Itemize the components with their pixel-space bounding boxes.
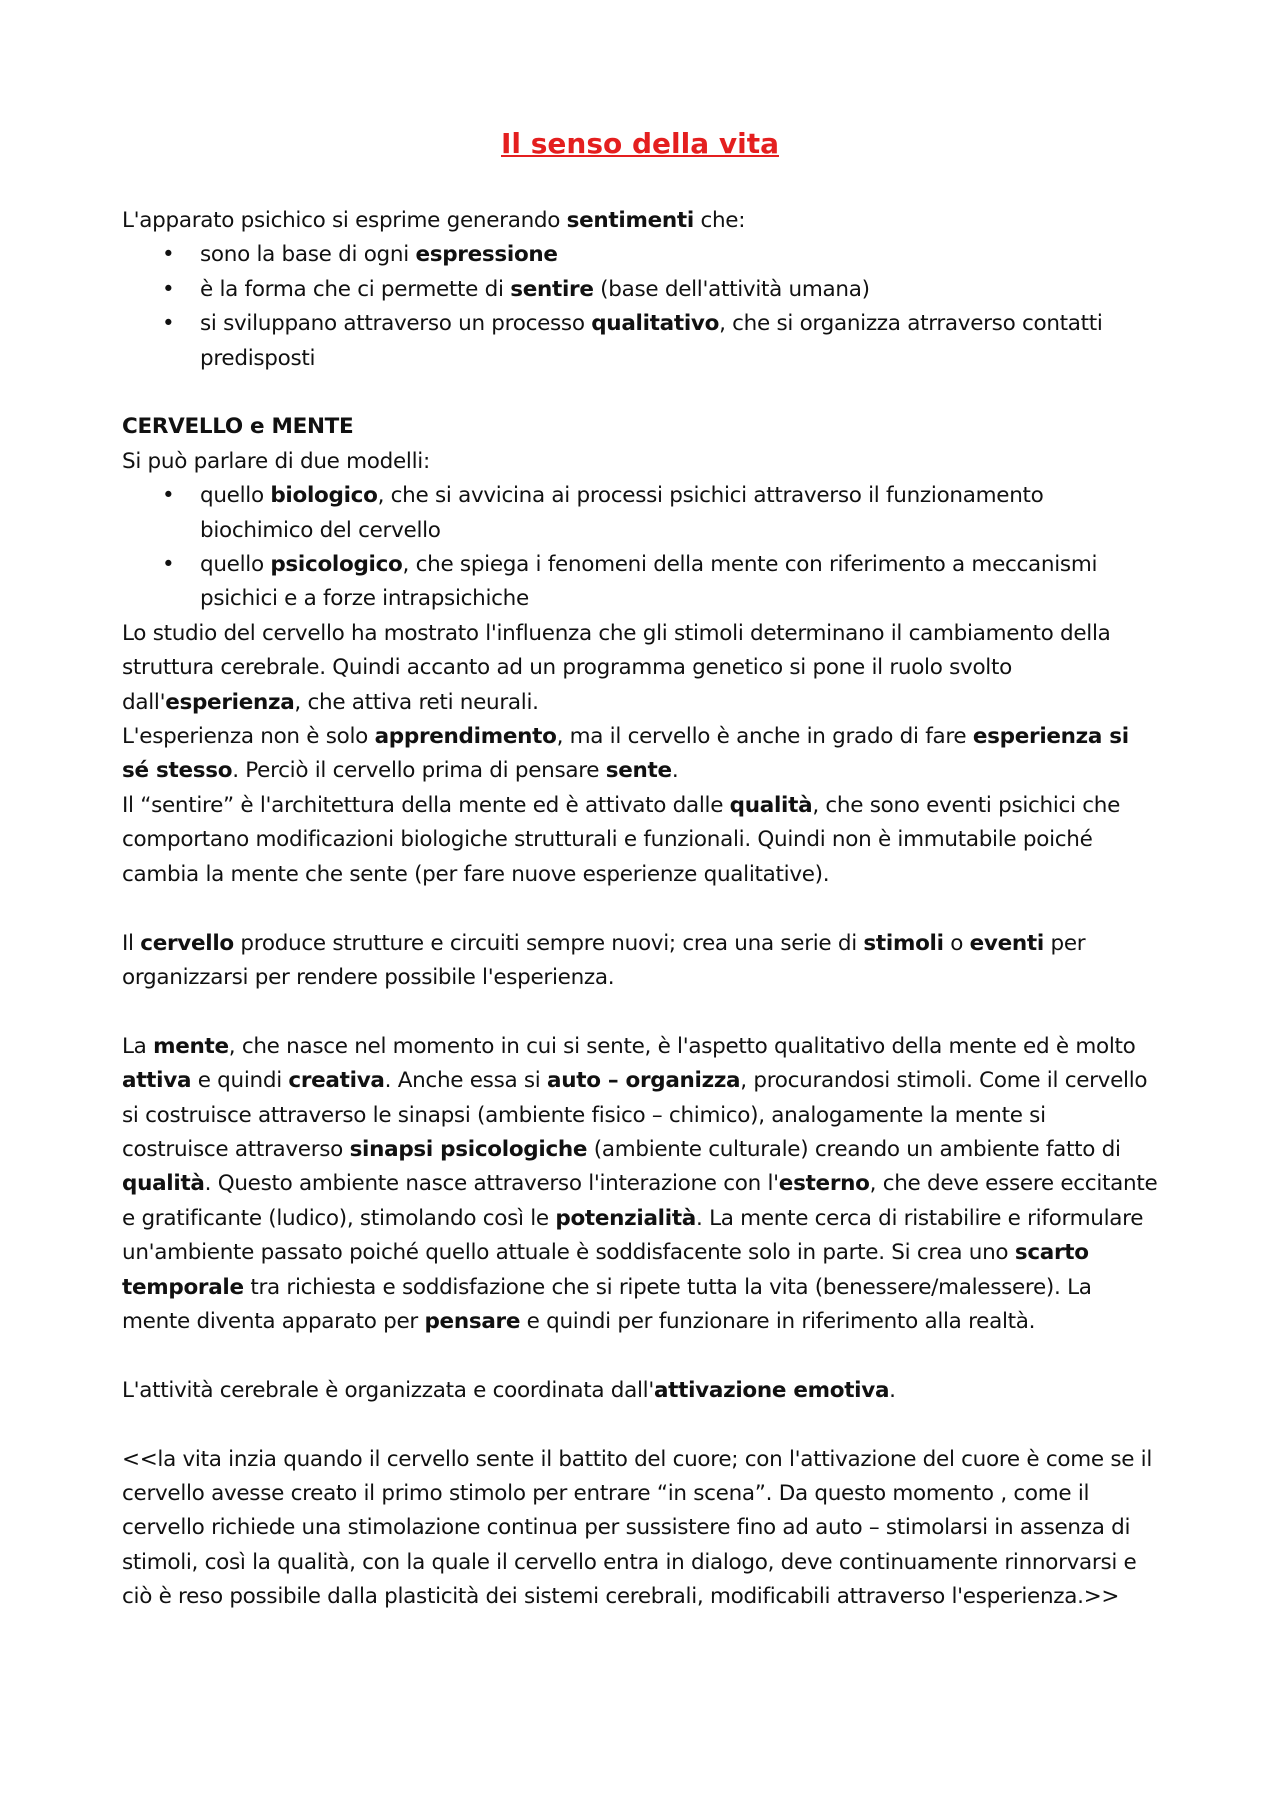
bold-term: eventi [969, 930, 1044, 956]
paragraph-text: per organizzarsi per rendere possibile l'esperienza. [122, 930, 1086, 990]
intro-text: L'apparato psichico si esprime generando [122, 208, 567, 233]
section-lead: Si può parlare di due modelli: [122, 448, 430, 474]
bullet-icon: • [162, 242, 175, 268]
paragraph-text: e quindi per funzionare in riferimento alla realtà. [520, 1308, 1036, 1334]
bold-term: sinapsi psicologiche [349, 1136, 588, 1162]
bold-term: scarto temporale [122, 1240, 1089, 1300]
paragraph-experience [122, 720, 1158, 789]
paragraph-text: tra richiesta e soddisfazione che si ripete tutta la vita (benessere/malessere). La mente diventa apparato per [122, 1274, 1092, 1334]
list-item-bold-term: sentire [510, 276, 594, 302]
list-item [122, 238, 1158, 272]
bold-term: apprendimento [374, 724, 557, 750]
list-item-text: (base dell'attività umana) [593, 276, 870, 302]
intro-paragraph [122, 204, 1158, 238]
paragraph-text: , ma il cervello è anche in grado di fare [556, 724, 973, 750]
bold-term: creativa [288, 1068, 385, 1094]
list-item-text: , che si organizza atrraverso contatti predisposti [200, 311, 1103, 371]
paragraph-text: . Anche essa si [384, 1068, 547, 1094]
paragraph-text: . [671, 758, 679, 784]
bullet-icon: • [162, 483, 175, 509]
bold-term: mente [153, 1033, 229, 1059]
bold-term: cervello [140, 930, 234, 956]
spacer [122, 995, 1158, 1029]
bullet-icon: • [162, 276, 175, 302]
paragraph-text: Il “sentire” è l'architettura della mente ed è attivato dalle [122, 792, 730, 818]
bold-term: potenzialità [555, 1205, 697, 1231]
list-item-text: sono la base di ogni [200, 242, 416, 268]
list-item-text: , che si avvicina ai processi psichici attraverso il funzionamento biochimico del cervello [200, 483, 1044, 543]
list-item-bold-term: espressione [415, 242, 558, 268]
list-item-text: è la forma che ci permette di [200, 276, 511, 302]
paragraph-text: . Questo ambiente nasce attraverso l'interazione con l' [204, 1171, 779, 1197]
bold-term: qualità [729, 792, 813, 818]
paragraph-text: . Perciò il cervello prima di pensare [232, 758, 606, 784]
list-item-text: , che spiega i fenomeni della mente con riferimento a meccanismi psichici e a forze intrapsichiche [200, 552, 1098, 612]
paragraph-brain [122, 927, 1158, 996]
paragraph-brain-study [122, 617, 1158, 720]
list-item-text: si sviluppano attraverso un processo [200, 311, 592, 337]
paragraph-text: , che sono eventi psichici che comportano modificazioni biologiche strutturali e funzionali. Quindi non è immutabile poiché cambia la mente che sente (per fare nuove esperienze qualitative). [122, 792, 1121, 887]
paragraph-text: (ambiente culturale) creando un ambiente fatto di [587, 1136, 1121, 1162]
paragraph-text: . [889, 1377, 896, 1403]
bold-term: pensare [424, 1308, 521, 1334]
intro-text: che: [693, 208, 746, 233]
bold-term: attiva [122, 1068, 192, 1094]
paragraph-text: , che deve essere eccitante e gratificante (ludico), stimolando così le [122, 1171, 1158, 1231]
section-heading: CERVELLO e MENTE [122, 414, 354, 440]
bullet-icon: • [162, 552, 175, 578]
quote-paragraph: <<la vita inzia quando il cervello sente il battito del cuore; con l'attivazione del cuore è come se il cervello avesse creato il primo stimolo per entrare “in scena”. Da questo momento , come il cervello richiede una stimolazione continua per sussistere fino ad auto – stimolarsi in assenza di stimoli, così la qualità, con la quale il cervello entra in dialogo, deve continuamente rinnorvarsi e ciò è reso possibile dalla plasticità dei sistemi cerebrali, modificabili attraverso l'esperienza.>> [122, 1446, 1153, 1610]
paragraph-text: . La mente cerca di ristabilire e riformulare un'ambiente passato poiché quello attuale è soddisfacente solo in parte. Si crea uno [122, 1205, 1144, 1266]
paragraph-text: L'esperienza non è solo [122, 724, 375, 750]
bold-term: sente [605, 758, 672, 784]
bold-term: esperienza [165, 689, 295, 715]
intro-bold-term: sentimenti [566, 208, 694, 233]
models-bullet-list [122, 479, 1158, 617]
spacer [122, 892, 1158, 926]
paragraph-text: , che attiva reti neurali. [294, 689, 539, 715]
bold-term: attivazione emotiva [653, 1377, 890, 1403]
bullet-icon: • [162, 311, 175, 337]
intro-bullet-list [122, 238, 1158, 376]
paragraph-text: produce strutture e circuiti sempre nuovi; crea una serie di [233, 930, 864, 956]
paragraph-text: La [122, 1033, 154, 1059]
bold-term: esperienza si sé stesso [122, 724, 1129, 784]
document-body [122, 204, 1158, 1615]
bold-term: esterno [778, 1171, 870, 1197]
bold-term: auto – organizza [547, 1068, 741, 1094]
list-item-bold-term: biologico [270, 483, 378, 509]
list-item [122, 307, 1158, 376]
paragraph-text: Il [122, 930, 141, 956]
spacer [122, 1408, 1158, 1442]
list-item [122, 479, 1158, 548]
paragraph-mind [122, 1030, 1158, 1340]
bold-term: stimoli [863, 930, 944, 956]
list-item [122, 548, 1158, 617]
paragraph-feeling [122, 789, 1158, 892]
paragraph-text: Lo studio del cervello ha mostrato l'influenza che gli stimoli determinano il cambiamento della struttura cerebrale. Quindi accanto ad un programma genetico si pone il ruolo svolto dall' [122, 620, 1111, 715]
bold-term: qualità [122, 1171, 205, 1197]
paragraph-text: e quindi [191, 1068, 289, 1094]
paragraph-text: , procurandosi stimoli. Come il cervello si costruisce attraverso le sinapsi (ambiente fisico – chimico), analogamente la mente si costruisce attraverso [122, 1068, 1148, 1162]
list-item [122, 273, 1158, 307]
list-item-text: quello [200, 552, 271, 578]
page-title: Il senso della vita [500, 127, 779, 160]
list-item-bold-term: qualitativo [591, 311, 720, 337]
list-item-bold-term: psicologico [270, 552, 403, 578]
spacer [122, 376, 1158, 410]
paragraph-text: o [943, 930, 970, 956]
paragraph-emotional-activation [122, 1374, 1158, 1408]
spacer [122, 1339, 1158, 1373]
paragraph-text: L'attività cerebrale è organizzata e coordinata dall' [122, 1377, 654, 1403]
paragraph-text: , che nasce nel momento in cui si sente, è l'aspetto qualitativo della mente ed è molto [228, 1033, 1136, 1059]
list-item-text: quello [200, 483, 271, 509]
